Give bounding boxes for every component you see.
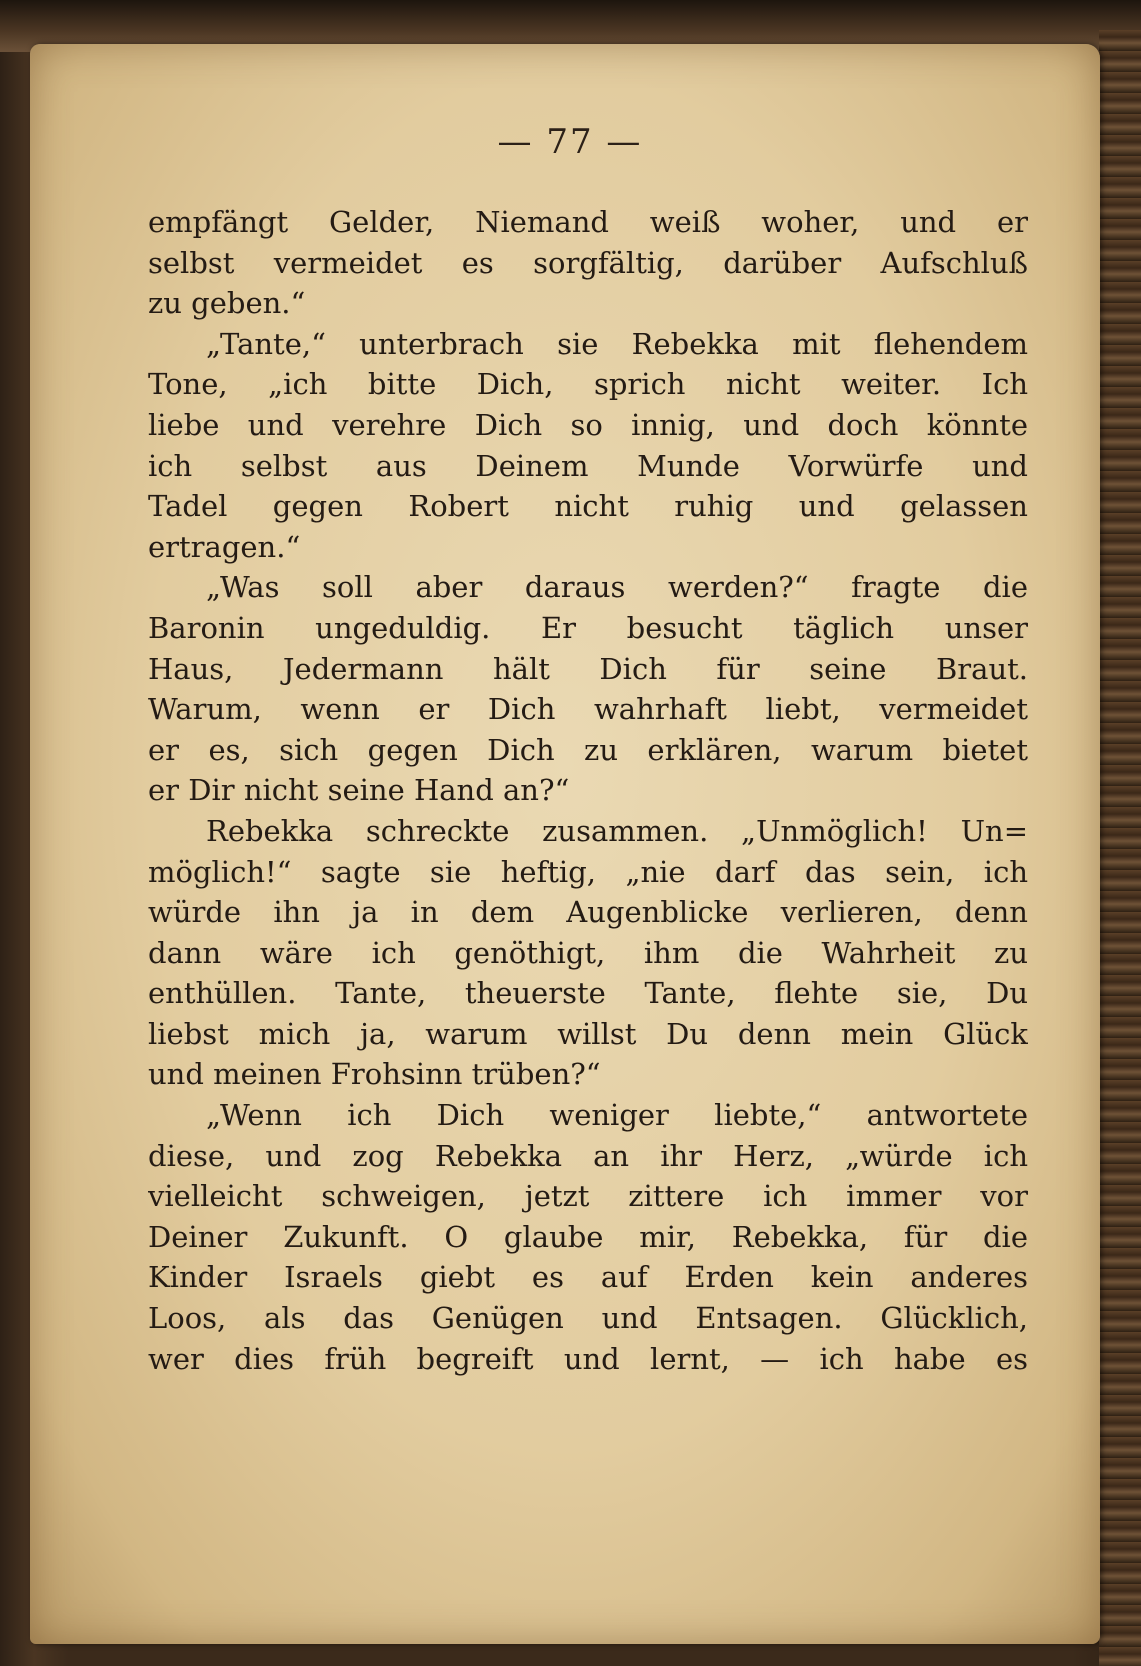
text-line: liebe und verehre Dich so innig, und doch könnte xyxy=(148,407,1028,442)
text-line: „Tante,“ unterbrach sie Rebekka mit flehendem xyxy=(206,326,1028,361)
text-line: enthüllen. Tante, theuerste Tante, flehte sie, Du xyxy=(148,976,1028,1011)
text-line: würde ihn ja in dem Augenblicke verlieren, denn xyxy=(148,895,1028,930)
text-line: empfängt Gelder, Niemand weiß woher, und er xyxy=(148,205,1028,239)
text-line: Baronin ungeduldig. Er besucht täglich unser xyxy=(148,610,1028,645)
text-line: Haus, Jedermann hält Dich für seine Braut. xyxy=(148,651,1028,686)
text-line: und meinen Frohsinn trüben?“ xyxy=(148,1057,601,1092)
text-line: Rebekka schreckte zusammen. „Unmöglich! Un= xyxy=(206,813,1028,848)
book-binding-edge xyxy=(1099,30,1141,1666)
text-line: Kinder Israels giebt es auf Erden kein anderes xyxy=(148,1260,1028,1295)
text-line: Warum, wenn er Dich wahrhaft liebt, vermeidet xyxy=(148,692,1028,727)
page-text xyxy=(148,202,1028,1379)
text-line: selbst vermeidet es sorgfältig, darüber Aufschluß xyxy=(148,245,1028,280)
text-line: ertragen.“ xyxy=(148,529,301,564)
text-line: Deiner Zukunft. O glaube mir, Rebekka, für die xyxy=(148,1219,1028,1254)
text-line: wer dies früh begreift und lernt, — ich habe es xyxy=(148,1341,1028,1376)
book-page xyxy=(30,44,1100,1644)
text-line: „Was soll aber daraus werden?“ fragte die xyxy=(206,570,1028,605)
text-line: dann wäre ich genöthigt, ihm die Wahrheit zu xyxy=(148,935,1028,970)
text-line: Tadel gegen Robert nicht ruhig und gelassen xyxy=(148,489,1028,524)
text-line: möglich!“ sagte sie heftig, „nie darf das sein, ich xyxy=(148,854,1028,889)
text-line: zu geben.“ xyxy=(148,286,306,321)
page-number: — 77 — xyxy=(497,122,643,162)
text-line: Loos, als das Genügen und Entsagen. Glücklich, xyxy=(148,1301,1028,1336)
text-line: diese, und zog Rebekka an ihr Herz, „würde ich xyxy=(148,1138,1028,1173)
text-line: er es, sich gegen Dich zu erklären, warum bietet xyxy=(148,732,1028,767)
text-line: „Wenn ich Dich weniger liebte,“ antwortete xyxy=(206,1098,1028,1133)
text-line: ich selbst aus Deinem Munde Vorwürfe und xyxy=(148,448,1028,483)
text-line: Tone, „ich bitte Dich, sprich nicht weiter. Ich xyxy=(148,367,1028,402)
text-line: er Dir nicht seine Hand an?“ xyxy=(148,773,570,808)
text-line: vielleicht schweigen, jetzt zittere ich immer vor xyxy=(148,1179,1028,1214)
text-line: liebst mich ja, warum willst Du denn mein Glück xyxy=(148,1016,1028,1051)
